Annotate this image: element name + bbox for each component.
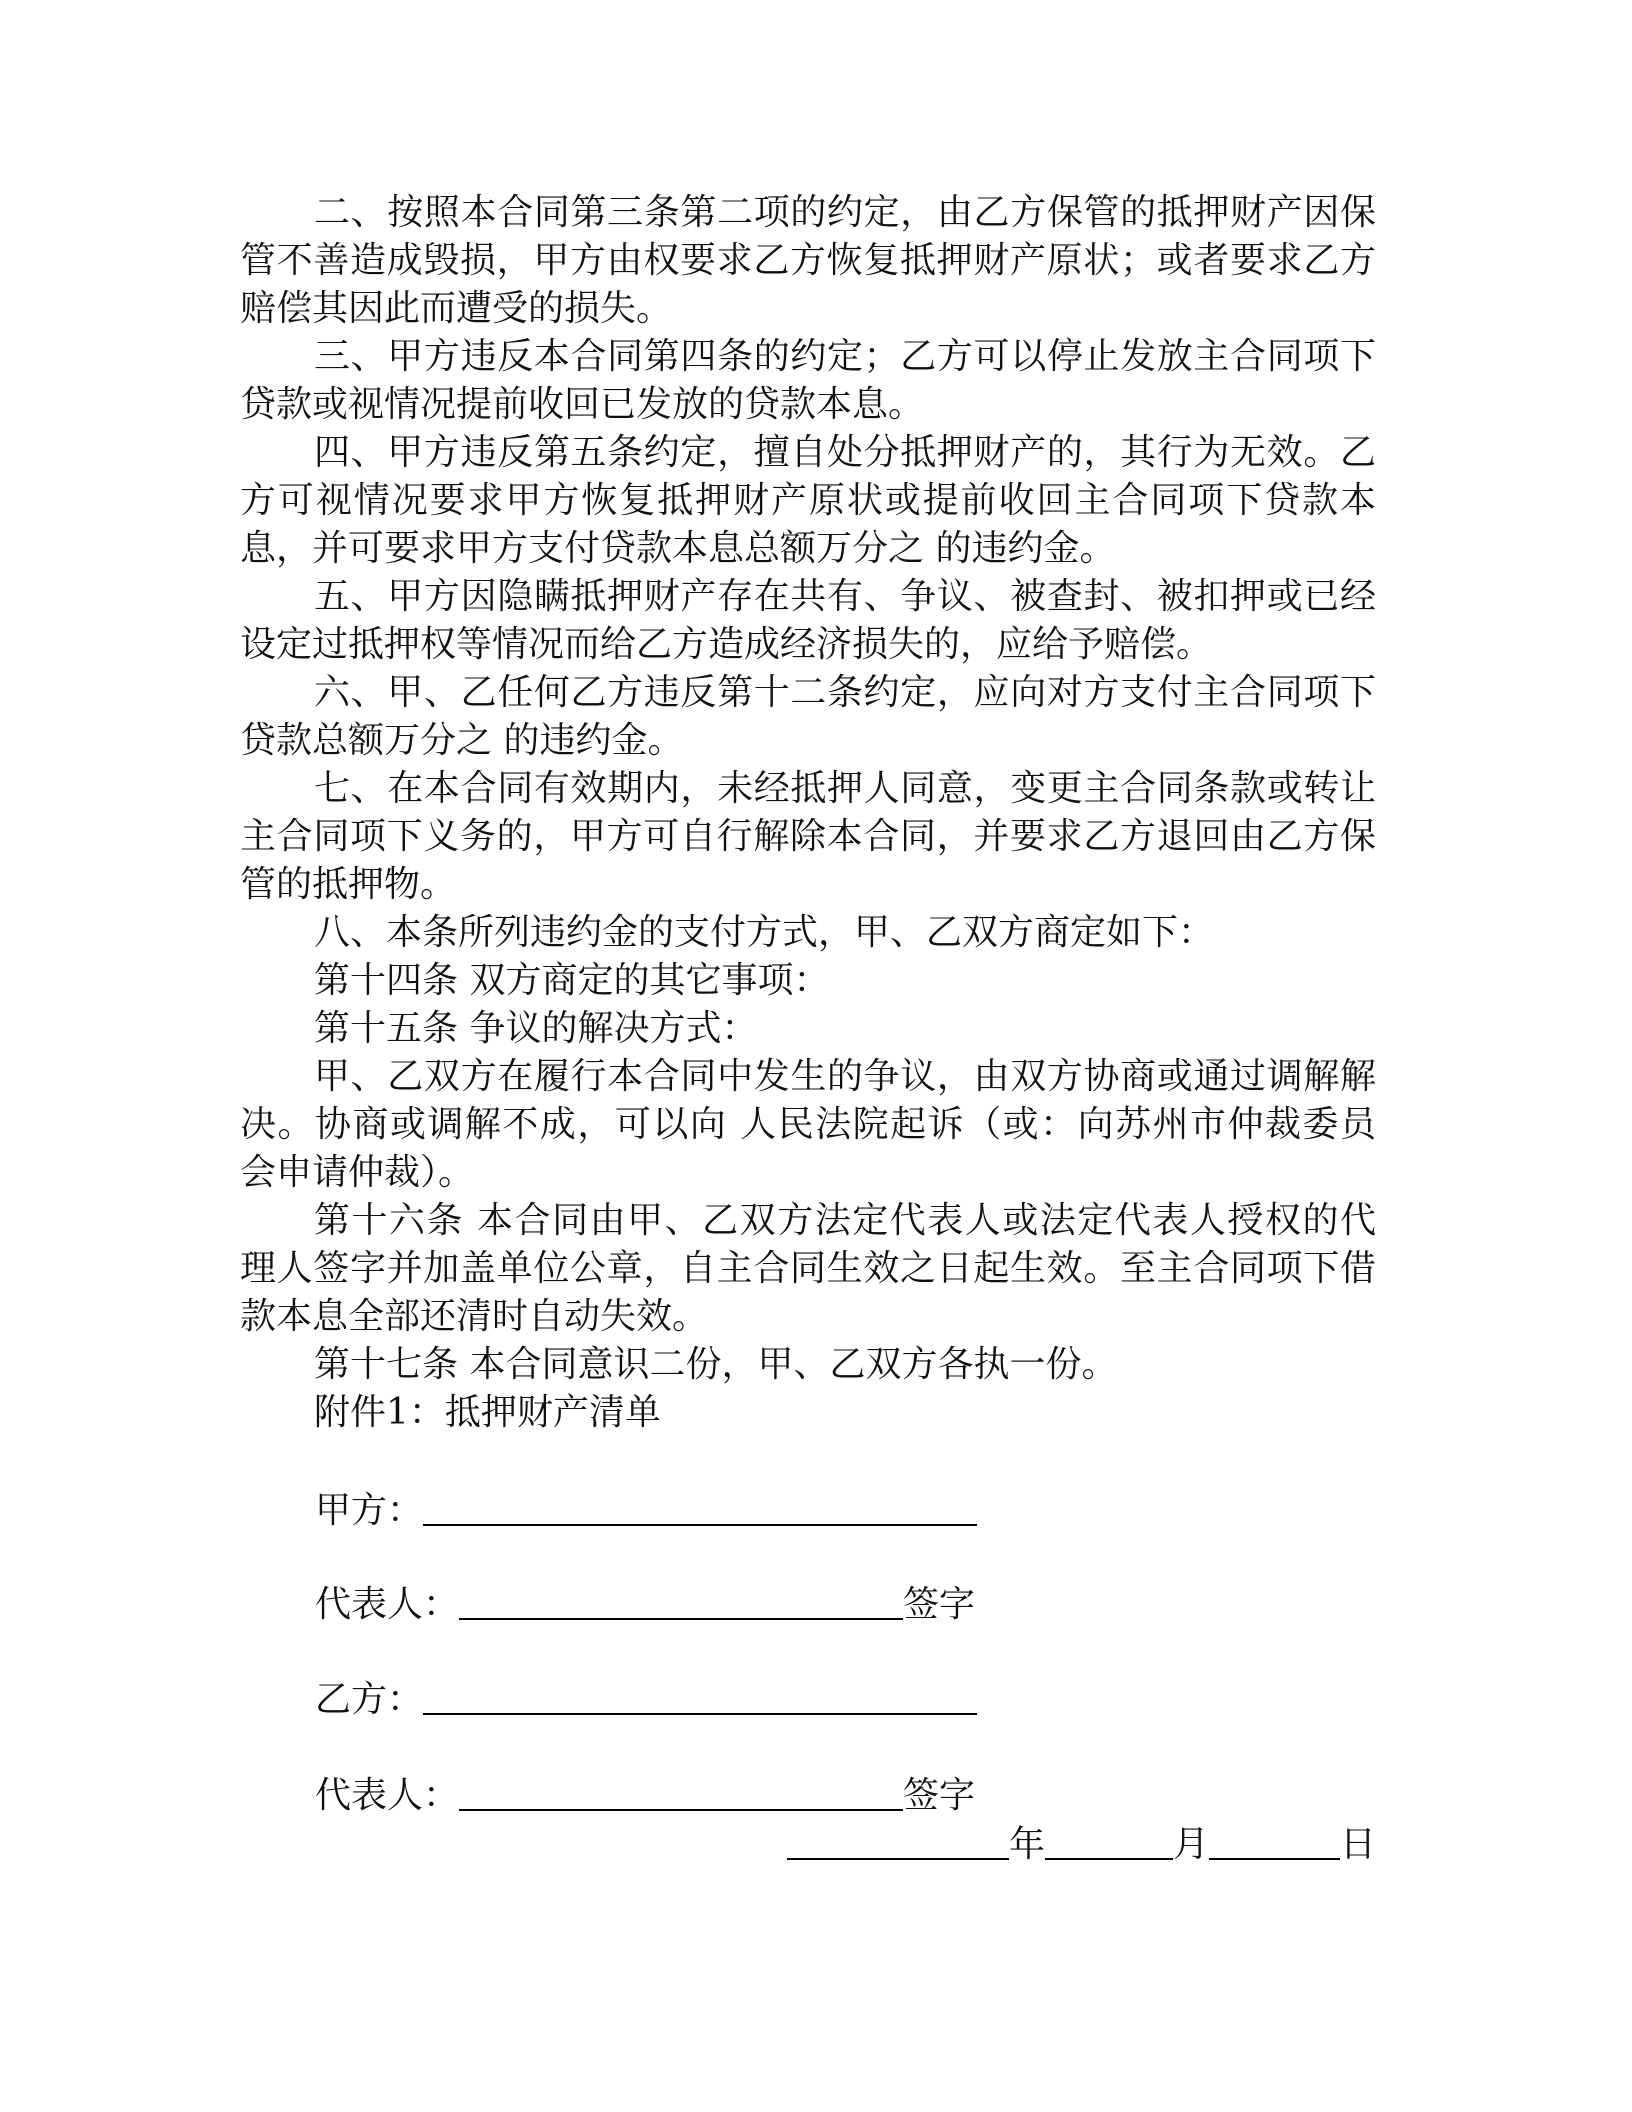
date-row [787, 1821, 1376, 1869]
party-a-representative-row [315, 1581, 975, 1629]
article-16-paragraph [240, 1197, 1376, 1341]
text-line: 款本息全部还清时自动失效。 [240, 1296, 709, 1337]
text-line: 第十四条 双方商定的其它事项： [314, 960, 830, 1001]
party-a-blank-line [423, 1524, 977, 1526]
text-line: 决。协商或调解不成，可以向 人民法院起诉（或：向苏州市仲裁委员 [240, 1104, 1376, 1145]
article-15-heading [240, 1005, 1376, 1053]
text-line: 第十七条 本合同意识二份，甲、乙双方各执一份。 [314, 1344, 1118, 1385]
article-14-heading [240, 957, 1376, 1005]
representative-label: 代表人： [315, 1584, 460, 1625]
party-b-label: 乙方： [315, 1679, 424, 1720]
text-line: 七、在本合同有效期内，未经抵押人同意，变更主合同条款或转让 [314, 768, 1376, 809]
text-line: 赔偿其因此而遭受的损失。 [240, 288, 673, 329]
party-a-row [315, 1487, 977, 1535]
text-line: 会申请仲裁）。 [240, 1152, 475, 1193]
text-line: 息，并可要求甲方支付贷款本息总额万分之 的违约金。 [240, 528, 1116, 569]
attachment-note [240, 1389, 1376, 1437]
clause-paragraph [240, 573, 1376, 669]
text-line: 管不善造成毁损，甲方由权要求乙方恢复抵押财产原状；或者要求乙方 [240, 240, 1376, 281]
clause-paragraph [240, 333, 1376, 429]
text-line: 主合同项下义务的，甲方可自行解除本合同，并要求乙方退回由乙方保 [240, 816, 1376, 857]
year-blank-line [787, 1858, 1009, 1860]
text-line: 四、甲方违反第五条约定，擅自处分抵押财产的，其行为无效。乙 [314, 432, 1376, 473]
text-line: 第十五条 争议的解决方式： [314, 1008, 758, 1049]
party-b-representative-row [315, 1772, 975, 1820]
day-label: 日 [1339, 1824, 1376, 1865]
party-b-row [315, 1676, 977, 1724]
text-line: 三、甲方违反本合同第四条的约定；乙方可以停止发放主合同项下 [314, 336, 1376, 377]
sign-label: 签字 [903, 1584, 976, 1625]
text-line: 方可视情况要求甲方恢复抵押财产原状或提前收回主合同项下贷款本 [240, 480, 1376, 521]
clause-paragraph [240, 189, 1376, 333]
text-line: 附件1：抵押财产清单 [314, 1392, 661, 1433]
text-line: 设定过抵押权等情况而给乙方造成经济损失的，应给予赔偿。 [240, 624, 1213, 665]
text-line: 五、甲方因隐瞒抵押财产存在共有、争议、被查封、被扣押或已经 [314, 576, 1376, 617]
day-blank-line [1209, 1858, 1340, 1860]
month-blank-line [1045, 1858, 1173, 1860]
text-line: 六、甲、乙任何乙方违反第十二条约定，应向对方支付主合同项下 [314, 672, 1376, 713]
sign-label: 签字 [903, 1775, 976, 1816]
clause-paragraph [240, 429, 1376, 573]
clause-paragraph [240, 1053, 1376, 1197]
text-line: 第十六条 本合同由甲、乙双方法定代表人或法定代表人授权的代 [314, 1200, 1376, 1241]
clause-paragraph [240, 765, 1376, 909]
representative-blank-line [459, 1809, 903, 1811]
contract-body [240, 189, 1376, 1437]
text-line: 甲、乙双方在履行本合同中发生的争议，由双方协商或通过调解解 [314, 1056, 1376, 1097]
year-label: 年 [1008, 1824, 1045, 1865]
text-line: 管的抵押物。 [240, 864, 457, 905]
clause-paragraph [240, 909, 1376, 957]
party-b-blank-line [423, 1713, 977, 1715]
text-line: 理人签字并加盖单位公章，自主合同生效之日起生效。至主合同项下借 [240, 1248, 1376, 1289]
article-17-paragraph [240, 1341, 1376, 1389]
representative-label: 代表人： [315, 1775, 460, 1816]
text-line: 贷款或视情况提前收回已发放的贷款本息。 [240, 384, 925, 425]
clause-paragraph [240, 669, 1376, 765]
representative-blank-line [459, 1618, 903, 1620]
party-a-label: 甲方： [315, 1490, 424, 1531]
month-label: 月 [1172, 1824, 1209, 1865]
text-line: 二、按照本合同第三条第二项的约定，由乙方保管的抵押财产因保 [314, 192, 1376, 233]
text-line: 贷款总额万分之 的违约金。 [240, 720, 684, 761]
text-line: 八、本条所列违约金的支付方式，甲、乙双方商定如下： [314, 912, 1215, 953]
